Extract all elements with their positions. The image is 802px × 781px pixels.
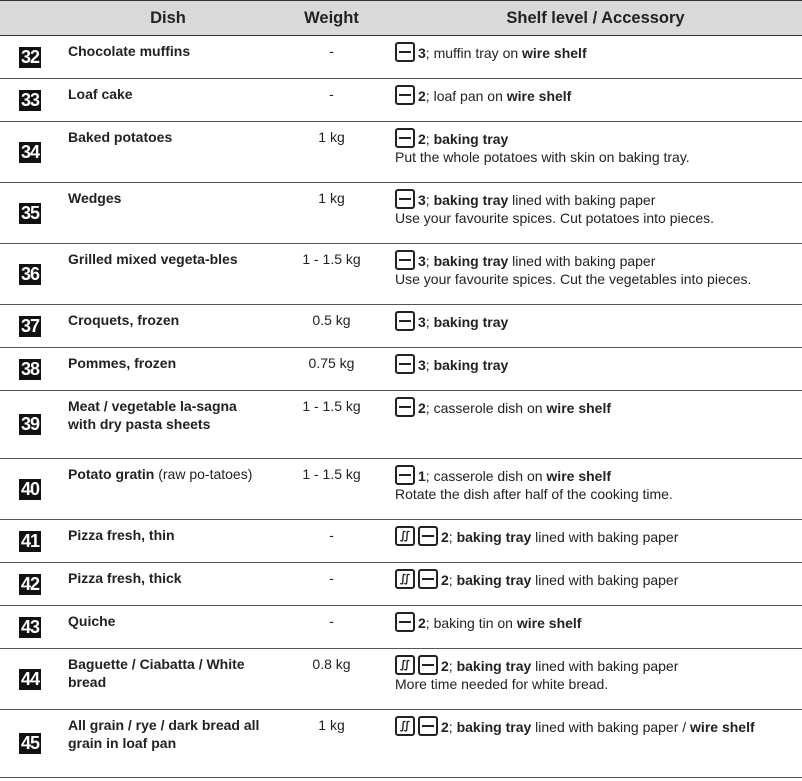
accessory-bold: baking tray <box>433 314 509 330</box>
oven-shelf-icon <box>395 397 415 417</box>
table-row <box>0 520 802 563</box>
level-separator: ; <box>448 719 457 735</box>
shelf-line <box>395 85 802 105</box>
row-number-cell <box>0 244 62 305</box>
dish-note: (raw po-tatoes) <box>154 466 253 482</box>
dish-name: Quiche <box>68 613 116 629</box>
accessory-bold: baking tray <box>456 529 532 545</box>
oven-shelf-icon <box>418 655 438 675</box>
shelf-level: 2 <box>418 88 426 104</box>
row-number-cell <box>0 183 62 244</box>
accessory-pre: casserole dish on <box>433 468 547 484</box>
accessory-post: lined with baking paper / <box>531 719 691 735</box>
oven-shelf-icon <box>395 189 415 209</box>
level-separator: ; <box>425 192 434 208</box>
accessory-post: lined with baking paper <box>508 253 656 269</box>
accessory-bold: baking tray <box>433 357 509 373</box>
dish-cell <box>62 563 274 606</box>
shelf-cell <box>389 122 802 183</box>
row-number-badge: 40 <box>20 478 40 499</box>
level-separator: ; <box>425 88 434 104</box>
row-number-cell <box>0 36 62 79</box>
dish-name: Pizza fresh, thin <box>68 527 175 543</box>
accessory-bold: wire shelf <box>516 615 582 631</box>
level-separator: ; <box>425 131 434 147</box>
row-number-cell <box>0 122 62 183</box>
shelf-line <box>395 612 802 632</box>
shelf-line <box>395 526 802 546</box>
shelf-cell <box>389 563 802 606</box>
table-row <box>0 36 802 79</box>
accessory-post: lined with baking paper <box>508 192 656 208</box>
shelf-text <box>418 130 508 148</box>
level-separator: ; <box>448 572 457 588</box>
shelf-text <box>418 313 508 331</box>
weight-cell: - <box>274 520 389 563</box>
table-row <box>0 563 802 606</box>
row-number-cell <box>0 520 62 563</box>
shelf-text <box>418 467 611 485</box>
weight-cell: 1 kg <box>274 122 389 183</box>
shelf-text <box>418 399 611 417</box>
shelf-text <box>441 528 678 546</box>
oven-shelf-icon <box>395 465 415 485</box>
row-number-cell <box>0 348 62 391</box>
oven-shelf-icon <box>395 128 415 148</box>
table-row <box>0 183 802 244</box>
table-row <box>0 244 802 305</box>
shelf-text <box>418 252 655 270</box>
level-separator: ; <box>448 529 457 545</box>
shelf-text <box>441 657 678 675</box>
accessory-bold: wire shelf <box>546 468 612 484</box>
shelf-cell <box>389 391 802 459</box>
accessory-pre: loaf pan on <box>433 88 507 104</box>
row-number-badge: 34 <box>20 141 40 162</box>
shelf-cell <box>389 649 802 710</box>
shelf-level: 3 <box>418 45 426 61</box>
shelf-level: 3 <box>418 253 426 269</box>
accessory-bold: baking tray <box>433 192 509 208</box>
heating-mode-icon: ∬ <box>395 655 415 675</box>
accessory-bold: wire shelf <box>506 88 572 104</box>
row-number-badge: 42 <box>20 573 40 594</box>
shelf-line <box>395 311 802 331</box>
dish-name: Pizza fresh, thick <box>68 570 182 586</box>
dish-cell <box>62 244 274 305</box>
shelf-level: 3 <box>418 192 426 208</box>
accessory-bold: wire shelf <box>546 400 612 416</box>
weight-cell: - <box>274 36 389 79</box>
header-number <box>0 1 62 36</box>
weight-cell: - <box>274 79 389 122</box>
oven-shelf-icon <box>395 42 415 62</box>
dish-cell <box>62 79 274 122</box>
row-number-cell <box>0 606 62 649</box>
shelf-level: 2 <box>441 719 449 735</box>
shelf-line <box>395 397 802 417</box>
shelf-cell <box>389 606 802 649</box>
accessory-bold: baking tray <box>456 719 532 735</box>
shelf-text <box>418 44 587 62</box>
dish-name: Grilled mixed vegeta-bles <box>68 251 238 267</box>
accessory-pre: casserole dish on <box>433 400 547 416</box>
dish-name: All grain / rye / dark bread all grain in loaf pan <box>68 717 260 751</box>
dish-cell <box>62 122 274 183</box>
row-number-badge: 33 <box>20 89 40 110</box>
shelf-level: 2 <box>418 131 426 147</box>
row-number-badge: 39 <box>20 414 40 434</box>
oven-shelf-icon <box>418 526 438 546</box>
row-number-cell <box>0 649 62 710</box>
dish-cell <box>62 710 274 778</box>
row-number-cell <box>0 710 62 778</box>
dish-cell <box>62 649 274 710</box>
row-number-badge: 41 <box>20 530 40 551</box>
table-row <box>0 710 802 778</box>
row-number-cell <box>0 79 62 122</box>
shelf-level: 2 <box>441 529 449 545</box>
shelf-cell <box>389 244 802 305</box>
dish-cell <box>62 606 274 649</box>
weight-cell: 1 - 1.5 kg <box>274 459 389 520</box>
level-separator: ; <box>448 658 457 674</box>
accessory-post: lined with baking paper <box>531 572 679 588</box>
row-number-badge: 45 <box>20 733 40 753</box>
shelf-level: 2 <box>418 400 426 416</box>
shelf-line <box>395 189 802 209</box>
accessory-bold-2: wire shelf <box>690 719 755 735</box>
table-row <box>0 122 802 183</box>
table-row <box>0 459 802 520</box>
dish-cell <box>62 391 274 459</box>
shelf-cell <box>389 79 802 122</box>
row-number-badge: 32 <box>20 46 40 67</box>
accessory-bold: baking tray <box>433 131 509 147</box>
accessory-bold: baking tray <box>433 253 509 269</box>
shelf-cell <box>389 348 802 391</box>
weight-cell: 1 kg <box>274 710 389 778</box>
shelf-note: More time needed for white bread. <box>395 676 609 692</box>
shelf-line <box>395 655 802 675</box>
shelf-level: 2 <box>441 572 449 588</box>
table-row <box>0 649 802 710</box>
shelf-text <box>418 356 508 374</box>
shelf-level: 2 <box>441 658 449 674</box>
accessory-pre: muffin tray on <box>433 45 523 61</box>
row-number-cell <box>0 391 62 459</box>
weight-cell: - <box>274 563 389 606</box>
shelf-note: Use your favourite spices. Cut the vegetables into pieces. <box>395 271 752 287</box>
shelf-cell <box>389 305 802 348</box>
shelf-note: Put the whole potatoes with skin on baking tray. <box>395 149 690 165</box>
level-separator: ; <box>425 400 434 416</box>
oven-shelf-icon <box>418 569 438 589</box>
accessory-post: lined with baking paper <box>531 658 679 674</box>
shelf-line <box>395 42 802 62</box>
oven-shelf-icon <box>395 354 415 374</box>
shelf-line <box>395 250 802 270</box>
header-shelf: Shelf level / Accessory <box>389 1 802 36</box>
shelf-cell <box>389 459 802 520</box>
shelf-line <box>395 569 802 589</box>
level-separator: ; <box>425 615 434 631</box>
level-separator: ; <box>425 357 434 373</box>
shelf-text <box>418 614 581 632</box>
oven-shelf-icon <box>395 250 415 270</box>
shelf-cell <box>389 520 802 563</box>
dish-name: Baked potatoes <box>68 129 173 145</box>
level-separator: ; <box>425 253 434 269</box>
shelf-line <box>395 354 802 374</box>
shelf-cell <box>389 183 802 244</box>
dish-name: Wedges <box>68 190 122 206</box>
row-number-cell <box>0 563 62 606</box>
row-number-cell <box>0 305 62 348</box>
accessory-pre: baking tin on <box>433 615 517 631</box>
dish-name: Potato gratin <box>68 466 155 482</box>
shelf-text <box>418 87 571 105</box>
oven-shelf-icon <box>395 85 415 105</box>
heating-mode-icon: ∬ <box>395 526 415 546</box>
oven-shelf-icon <box>395 612 415 632</box>
dish-cell <box>62 520 274 563</box>
table-row <box>0 305 802 348</box>
weight-cell: - <box>274 606 389 649</box>
shelf-level: 3 <box>418 357 426 373</box>
shelf-level: 1 <box>418 468 426 484</box>
dish-name: Chocolate muffins <box>68 43 191 59</box>
heating-mode-icon: ∬ <box>395 569 415 589</box>
dish-name: Meat / vegetable la-sagna with dry pasta sheets <box>68 398 237 432</box>
dish-cell <box>62 36 274 79</box>
dish-name: Croquets, frozen <box>68 312 180 328</box>
shelf-cell <box>389 710 802 778</box>
oven-shelf-icon <box>395 311 415 331</box>
dish-cell <box>62 305 274 348</box>
shelf-level: 2 <box>418 615 426 631</box>
weight-cell: 1 - 1.5 kg <box>274 391 389 459</box>
table-body <box>0 36 802 778</box>
row-number-badge: 38 <box>20 358 40 379</box>
row-number-badge: 43 <box>20 616 40 637</box>
accessory-bold: wire shelf <box>522 45 587 61</box>
row-number-badge: 37 <box>20 315 40 336</box>
table-header-row <box>0 1 802 36</box>
weight-cell: 1 - 1.5 kg <box>274 244 389 305</box>
weight-cell: 0.75 kg <box>274 348 389 391</box>
shelf-cell <box>389 36 802 79</box>
accessory-bold: baking tray <box>456 572 532 588</box>
dish-name: Loaf cake <box>68 86 133 102</box>
table-row <box>0 606 802 649</box>
row-number-badge: 44 <box>20 668 40 689</box>
level-separator: ; <box>425 45 434 61</box>
weight-cell: 0.8 kg <box>274 649 389 710</box>
row-number-badge: 35 <box>20 202 40 223</box>
shelf-text <box>441 571 678 589</box>
shelf-note: Rotate the dish after half of the cooking time. <box>395 486 673 502</box>
shelf-line <box>395 128 802 148</box>
dish-name: Pommes, frozen <box>68 355 177 371</box>
table-row <box>0 79 802 122</box>
shelf-level: 3 <box>418 314 426 330</box>
table-row <box>0 391 802 459</box>
shelf-line <box>395 465 802 485</box>
shelf-text <box>418 191 655 209</box>
level-separator: ; <box>425 468 434 484</box>
dish-name: Baguette / Ciabatta / White bread <box>68 656 245 690</box>
row-number-badge: 36 <box>20 263 40 284</box>
level-separator: ; <box>425 314 434 330</box>
row-number-cell <box>0 459 62 520</box>
heating-mode-icon: ∬ <box>395 716 415 736</box>
weight-cell: 1 kg <box>274 183 389 244</box>
shelf-note: Use your favourite spices. Cut potatoes into pieces. <box>395 210 715 226</box>
accessory-post: lined with baking paper <box>531 529 679 545</box>
accessory-bold: baking tray <box>456 658 532 674</box>
dish-cell <box>62 183 274 244</box>
shelf-line <box>395 716 802 736</box>
table-row <box>0 348 802 391</box>
weight-cell: 0.5 kg <box>274 305 389 348</box>
dish-cell <box>62 459 274 520</box>
header-weight: Weight <box>274 1 389 36</box>
shelf-text <box>441 718 755 736</box>
dish-cell <box>62 348 274 391</box>
oven-shelf-icon <box>418 716 438 736</box>
header-dish: Dish <box>62 1 274 36</box>
